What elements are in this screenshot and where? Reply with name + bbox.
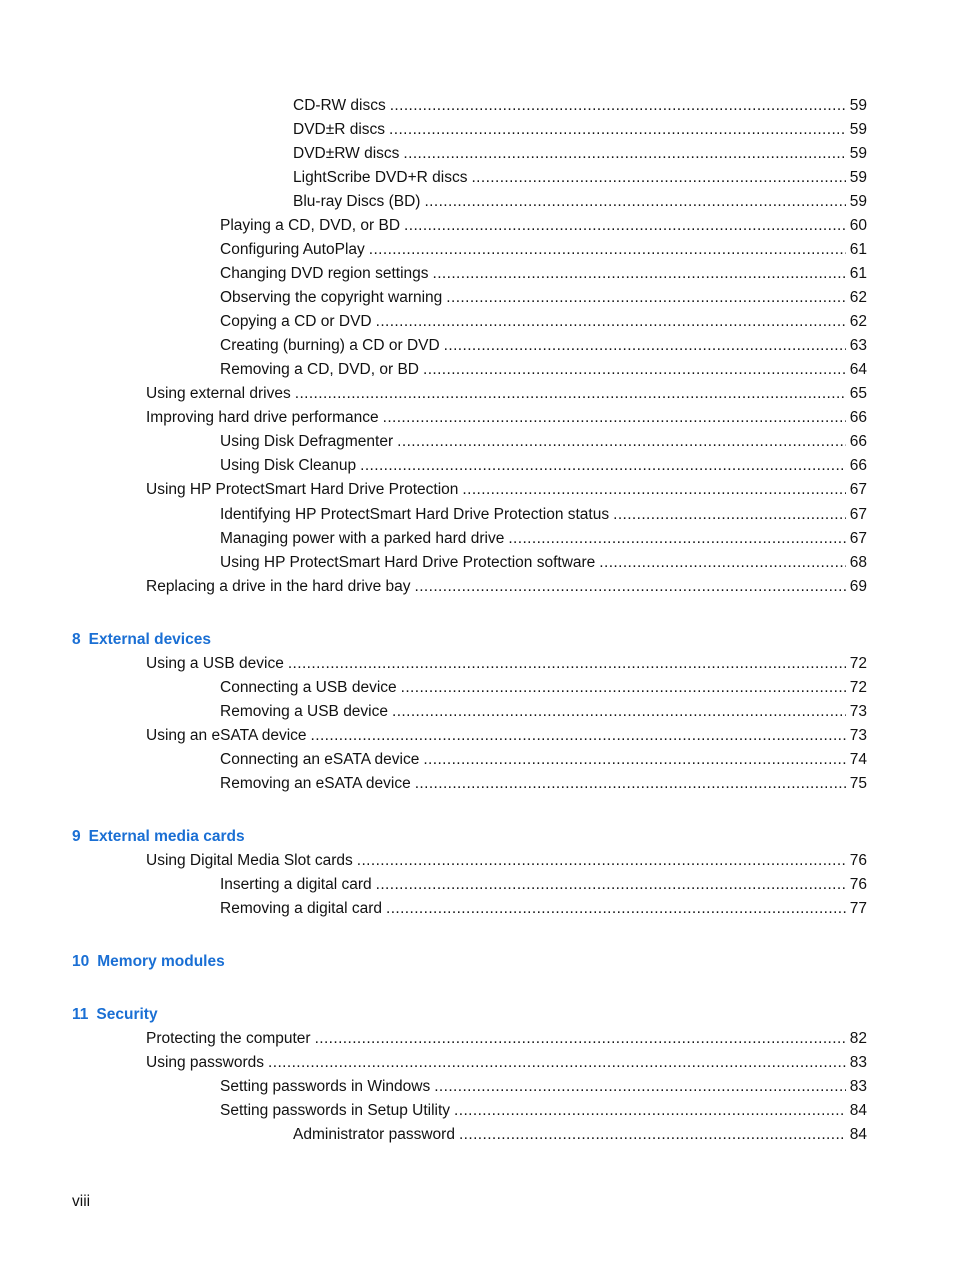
toc-entry[interactable] [146, 725, 867, 747]
toc-entry[interactable] [293, 1124, 867, 1146]
toc-entry-title: Administrator password [293, 1126, 455, 1143]
toc-entry-page: 59 [849, 169, 867, 186]
toc-entry-page: 74 [849, 751, 867, 768]
dot-leader [462, 479, 845, 501]
toc-entry[interactable] [220, 874, 867, 896]
dot-leader [288, 653, 846, 675]
toc-entry-title: Removing a digital card [220, 900, 382, 917]
dot-leader [376, 311, 846, 333]
toc-entry-title: Observing the copyright warning [220, 289, 443, 306]
toc-entry[interactable] [293, 95, 867, 117]
toc-entry-page: 59 [849, 121, 867, 138]
toc-entry-page: 62 [849, 289, 867, 306]
toc-entry-page: 66 [849, 409, 867, 426]
toc-entry-title: Setting passwords in Setup Utility [220, 1102, 451, 1119]
toc-entry[interactable] [146, 576, 867, 598]
toc-entry-title: Setting passwords in Windows [220, 1078, 431, 1095]
toc-entry[interactable] [146, 653, 867, 675]
toc-entry-page: 73 [849, 727, 867, 744]
chapter-heading [72, 629, 211, 651]
chapter-heading [72, 951, 225, 973]
toc-entry[interactable] [220, 1076, 867, 1098]
toc-entry-title: Playing a CD, DVD, or BD [220, 217, 401, 234]
toc-entry-page: 59 [849, 97, 867, 114]
toc-entry-title: Blu-ray Discs (BD) [293, 193, 421, 210]
dot-leader [433, 263, 846, 285]
chapter-number: 8 [72, 631, 81, 648]
toc-entry[interactable] [293, 119, 867, 141]
toc-entry-title: DVD±R discs [293, 121, 386, 138]
dot-leader [360, 455, 846, 477]
chapter-title: External devices [88, 631, 211, 648]
toc-entry[interactable] [220, 215, 867, 237]
dot-leader [397, 431, 846, 453]
dot-leader [386, 898, 846, 920]
toc-entry[interactable] [220, 504, 867, 526]
toc-entry[interactable] [220, 701, 867, 723]
chapter-title: Security [96, 1006, 158, 1023]
toc-entry-page: 72 [849, 679, 867, 696]
toc-entry-page: 61 [849, 241, 867, 258]
toc-entry-page: 62 [849, 313, 867, 330]
toc-entry[interactable] [293, 191, 867, 213]
toc-entry-title: Configuring AutoPlay [220, 241, 365, 258]
dot-leader [357, 850, 846, 872]
toc-entry-title: Identifying HP ProtectSmart Hard Drive Protection status [220, 506, 610, 523]
toc-entry[interactable] [220, 552, 867, 574]
toc-entry[interactable] [220, 239, 867, 261]
dot-leader [295, 383, 846, 405]
dot-leader [599, 552, 845, 574]
toc-entry[interactable] [146, 850, 867, 872]
toc-entry[interactable] [220, 773, 867, 795]
toc-entry-title: Using Disk Cleanup [220, 457, 357, 474]
dot-leader [459, 1124, 846, 1146]
toc-entry-title: Managing power with a parked hard drive [220, 530, 505, 547]
toc-entry-page: 61 [849, 265, 867, 282]
toc-entry-title: Inserting a digital card [220, 876, 372, 893]
toc-entry-page: 68 [849, 554, 867, 571]
toc-entry-title: Improving hard drive performance [146, 409, 379, 426]
toc-entry[interactable] [220, 898, 867, 920]
toc-entry-title: Replacing a drive in the hard drive bay [146, 578, 411, 595]
toc-entry[interactable] [220, 335, 867, 357]
toc-entry[interactable] [220, 1100, 867, 1122]
toc-entry-page: 76 [849, 852, 867, 869]
dot-leader [311, 725, 846, 747]
toc-entry[interactable] [146, 1052, 867, 1074]
dot-leader [434, 1076, 846, 1098]
toc-entry-title: Changing DVD region settings [220, 265, 429, 282]
toc-entry-title: Using HP ProtectSmart Hard Drive Protection software [220, 554, 596, 571]
toc-entry-page: 60 [849, 217, 867, 234]
toc-entry-title: LightScribe DVD+R discs [293, 169, 468, 186]
toc-entry[interactable] [220, 263, 867, 285]
dot-leader [423, 359, 846, 381]
chapter-number: 9 [72, 828, 81, 845]
toc-entry-page: 59 [849, 145, 867, 162]
toc-entry-title: Using HP ProtectSmart Hard Drive Protection [146, 481, 459, 498]
dot-leader [369, 239, 846, 261]
dot-leader [415, 576, 846, 598]
dot-leader [390, 95, 846, 117]
toc-entry[interactable] [146, 1028, 867, 1050]
toc-entry-page: 64 [849, 361, 867, 378]
toc-entry[interactable] [220, 431, 867, 453]
dot-leader [446, 287, 845, 309]
toc-entry[interactable] [146, 407, 867, 429]
toc-entry-page: 75 [849, 775, 867, 792]
dot-leader [444, 335, 846, 357]
dot-leader [471, 167, 845, 189]
toc-entry-page: 67 [849, 481, 867, 498]
dot-leader [392, 701, 846, 723]
toc-entry[interactable] [146, 383, 867, 405]
toc-entry[interactable] [293, 143, 867, 165]
toc-entry-title: Connecting a USB device [220, 679, 397, 696]
toc-entry[interactable] [220, 749, 867, 771]
toc-entry-title: CD-RW discs [293, 97, 386, 114]
toc-entry-title: Removing a USB device [220, 703, 388, 720]
chapter-number: 10 [72, 953, 90, 970]
toc-entry[interactable] [293, 167, 867, 189]
dot-leader [423, 749, 845, 771]
toc-entry-page: 72 [849, 655, 867, 672]
chapter-title: Memory modules [97, 953, 225, 970]
toc-entry-page: 69 [849, 578, 867, 595]
toc-entry-title: Using external drives [146, 385, 291, 402]
toc-entry-page: 84 [849, 1126, 867, 1143]
toc-entry-title: Using Digital Media Slot cards [146, 852, 353, 869]
toc-entry-title: Copying a CD or DVD [220, 313, 372, 330]
toc-entry[interactable] [220, 455, 867, 477]
toc-entry-page: 66 [849, 433, 867, 450]
dot-leader [424, 191, 845, 213]
toc-entry[interactable] [220, 528, 867, 550]
toc-entry-page: 82 [849, 1030, 867, 1047]
toc-entry-title: Using a USB device [146, 655, 284, 672]
toc-entry-page: 77 [849, 900, 867, 917]
toc-entry-title: Creating (burning) a CD or DVD [220, 337, 440, 354]
dot-leader [454, 1100, 846, 1122]
dot-leader [389, 119, 846, 141]
toc-entry-title: Protecting the computer [146, 1030, 311, 1047]
toc-entry-title: Connecting an eSATA device [220, 751, 420, 768]
dot-leader [508, 528, 845, 550]
dot-leader [268, 1052, 846, 1074]
toc-entry-page: 84 [849, 1102, 867, 1119]
toc-entry-page: 83 [849, 1078, 867, 1095]
toc-entry-title: Removing an eSATA device [220, 775, 411, 792]
dot-leader [613, 504, 846, 526]
toc-entry[interactable] [220, 311, 867, 333]
toc-entry-page: 73 [849, 703, 867, 720]
toc-entry-page: 65 [849, 385, 867, 402]
toc-entry[interactable] [220, 287, 867, 309]
toc-entry-page: 76 [849, 876, 867, 893]
page-number: viii [72, 1193, 91, 1210]
toc-entry-title: Using Disk Defragmenter [220, 433, 394, 450]
toc-entry[interactable] [220, 359, 867, 381]
chapter-number: 11 [72, 1006, 89, 1023]
toc-entry-page: 63 [849, 337, 867, 354]
toc-entry-page: 67 [849, 530, 867, 547]
toc-entry-title: DVD±RW discs [293, 145, 400, 162]
toc-entry[interactable] [220, 677, 867, 699]
chapter-heading [72, 826, 245, 848]
dot-leader [315, 1028, 846, 1050]
toc-entry-page: 66 [849, 457, 867, 474]
dot-leader [403, 143, 845, 165]
toc-entry-title: Removing a CD, DVD, or BD [220, 361, 419, 378]
chapter-title: External media cards [88, 828, 245, 845]
toc-entry-title: Using passwords [146, 1054, 265, 1071]
toc-entry[interactable] [146, 479, 867, 501]
dot-leader [383, 407, 846, 429]
toc-entry-title: Using an eSATA device [146, 727, 307, 744]
dot-leader [401, 677, 846, 699]
toc-entry-page: 67 [849, 506, 867, 523]
dot-leader [415, 773, 846, 795]
toc-entry-page: 83 [849, 1054, 867, 1071]
chapter-heading [72, 1004, 158, 1026]
dot-leader [376, 874, 846, 896]
dot-leader [404, 215, 846, 237]
toc-entry-page: 59 [849, 193, 867, 210]
